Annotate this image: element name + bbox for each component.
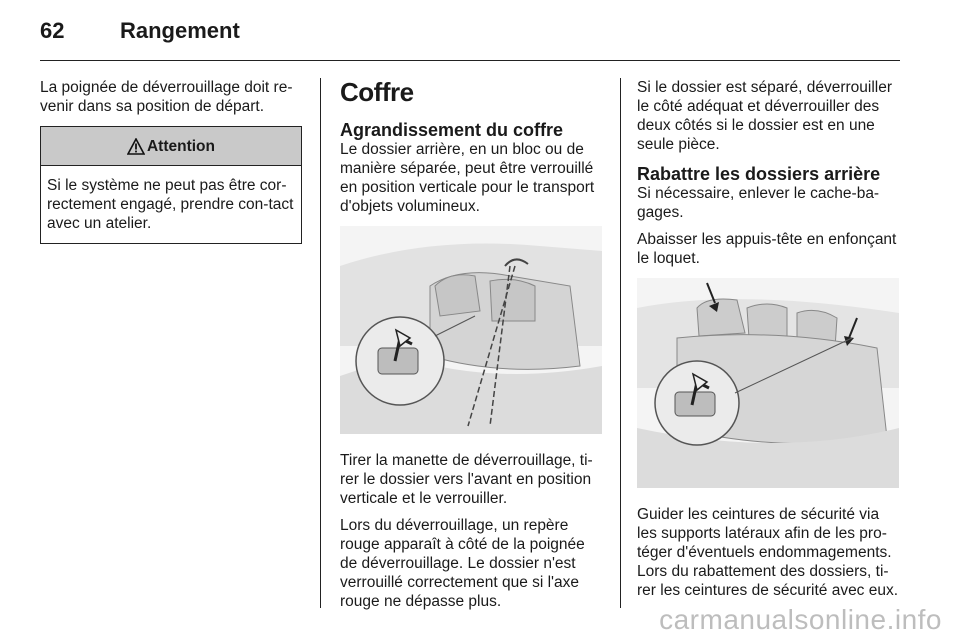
watermark: carmanualsonline.info [659,604,942,635]
intro-paragraph: La poignée de déverrouillage doit re-venir dans sa position de départ. [40,79,293,115]
warning-triangle-icon [127,138,145,155]
column-divider [620,78,621,608]
page-header [40,14,900,61]
paragraph: Tirer la manette de déverrouillage, ti-rer le dossier vers l'avant en position verticale et le verrouiller. [340,452,593,507]
paragraph: Si le dossier est séparé, déverrouiller le côté adéquat et déverrouiller des deux côtés si le dossier est en une seule pièce. [637,79,893,153]
warning-title: Attention [146,137,215,155]
headrest-lower-illustration [637,278,901,493]
subsection-title: Agrandissement du coffre [340,120,564,140]
page-number: 62 [40,18,65,43]
left-column [40,78,302,244]
paragraph: Le dossier arrière, en un bloc ou de manière séparée, peut être verrouillé en position verticale pour le transport d'objets volumineux. [340,141,595,215]
right-column [637,78,901,608]
page-title: Rangement [120,18,240,43]
warning-text: Si le système ne peut pas être cor-rectement engagé, prendre con-tact avec un atelier. [47,177,294,232]
warning-box [40,126,302,244]
column-divider [320,78,321,608]
paragraph: Abaisser les appuis-tête en enfonçant le loquet. [637,231,897,267]
middle-column [340,78,603,619]
rear-seat-unlock-illustration [340,226,603,439]
paragraph: Guider les ceintures de sécurité via les supports latéraux afin de les pro-téger d'éventuels endommagements. Lors du rabattement des dossiers, ti-rer les ceintures de sécurité avec eux. [637,506,899,599]
warning-header [41,127,301,166]
section-title: Coffre [340,77,414,107]
paragraph: Si nécessaire, enlever le cache-ba-gages. [637,185,880,221]
subsection-title: Rabattre les dossiers arrière [637,164,881,184]
paragraph: Lors du déverrouillage, un repère rouge apparaît à côté de la poignée de déverrouillage. Le dossier n'est verrouillé correctement que si l'axe rouge ne dépasse plus. [340,517,585,610]
